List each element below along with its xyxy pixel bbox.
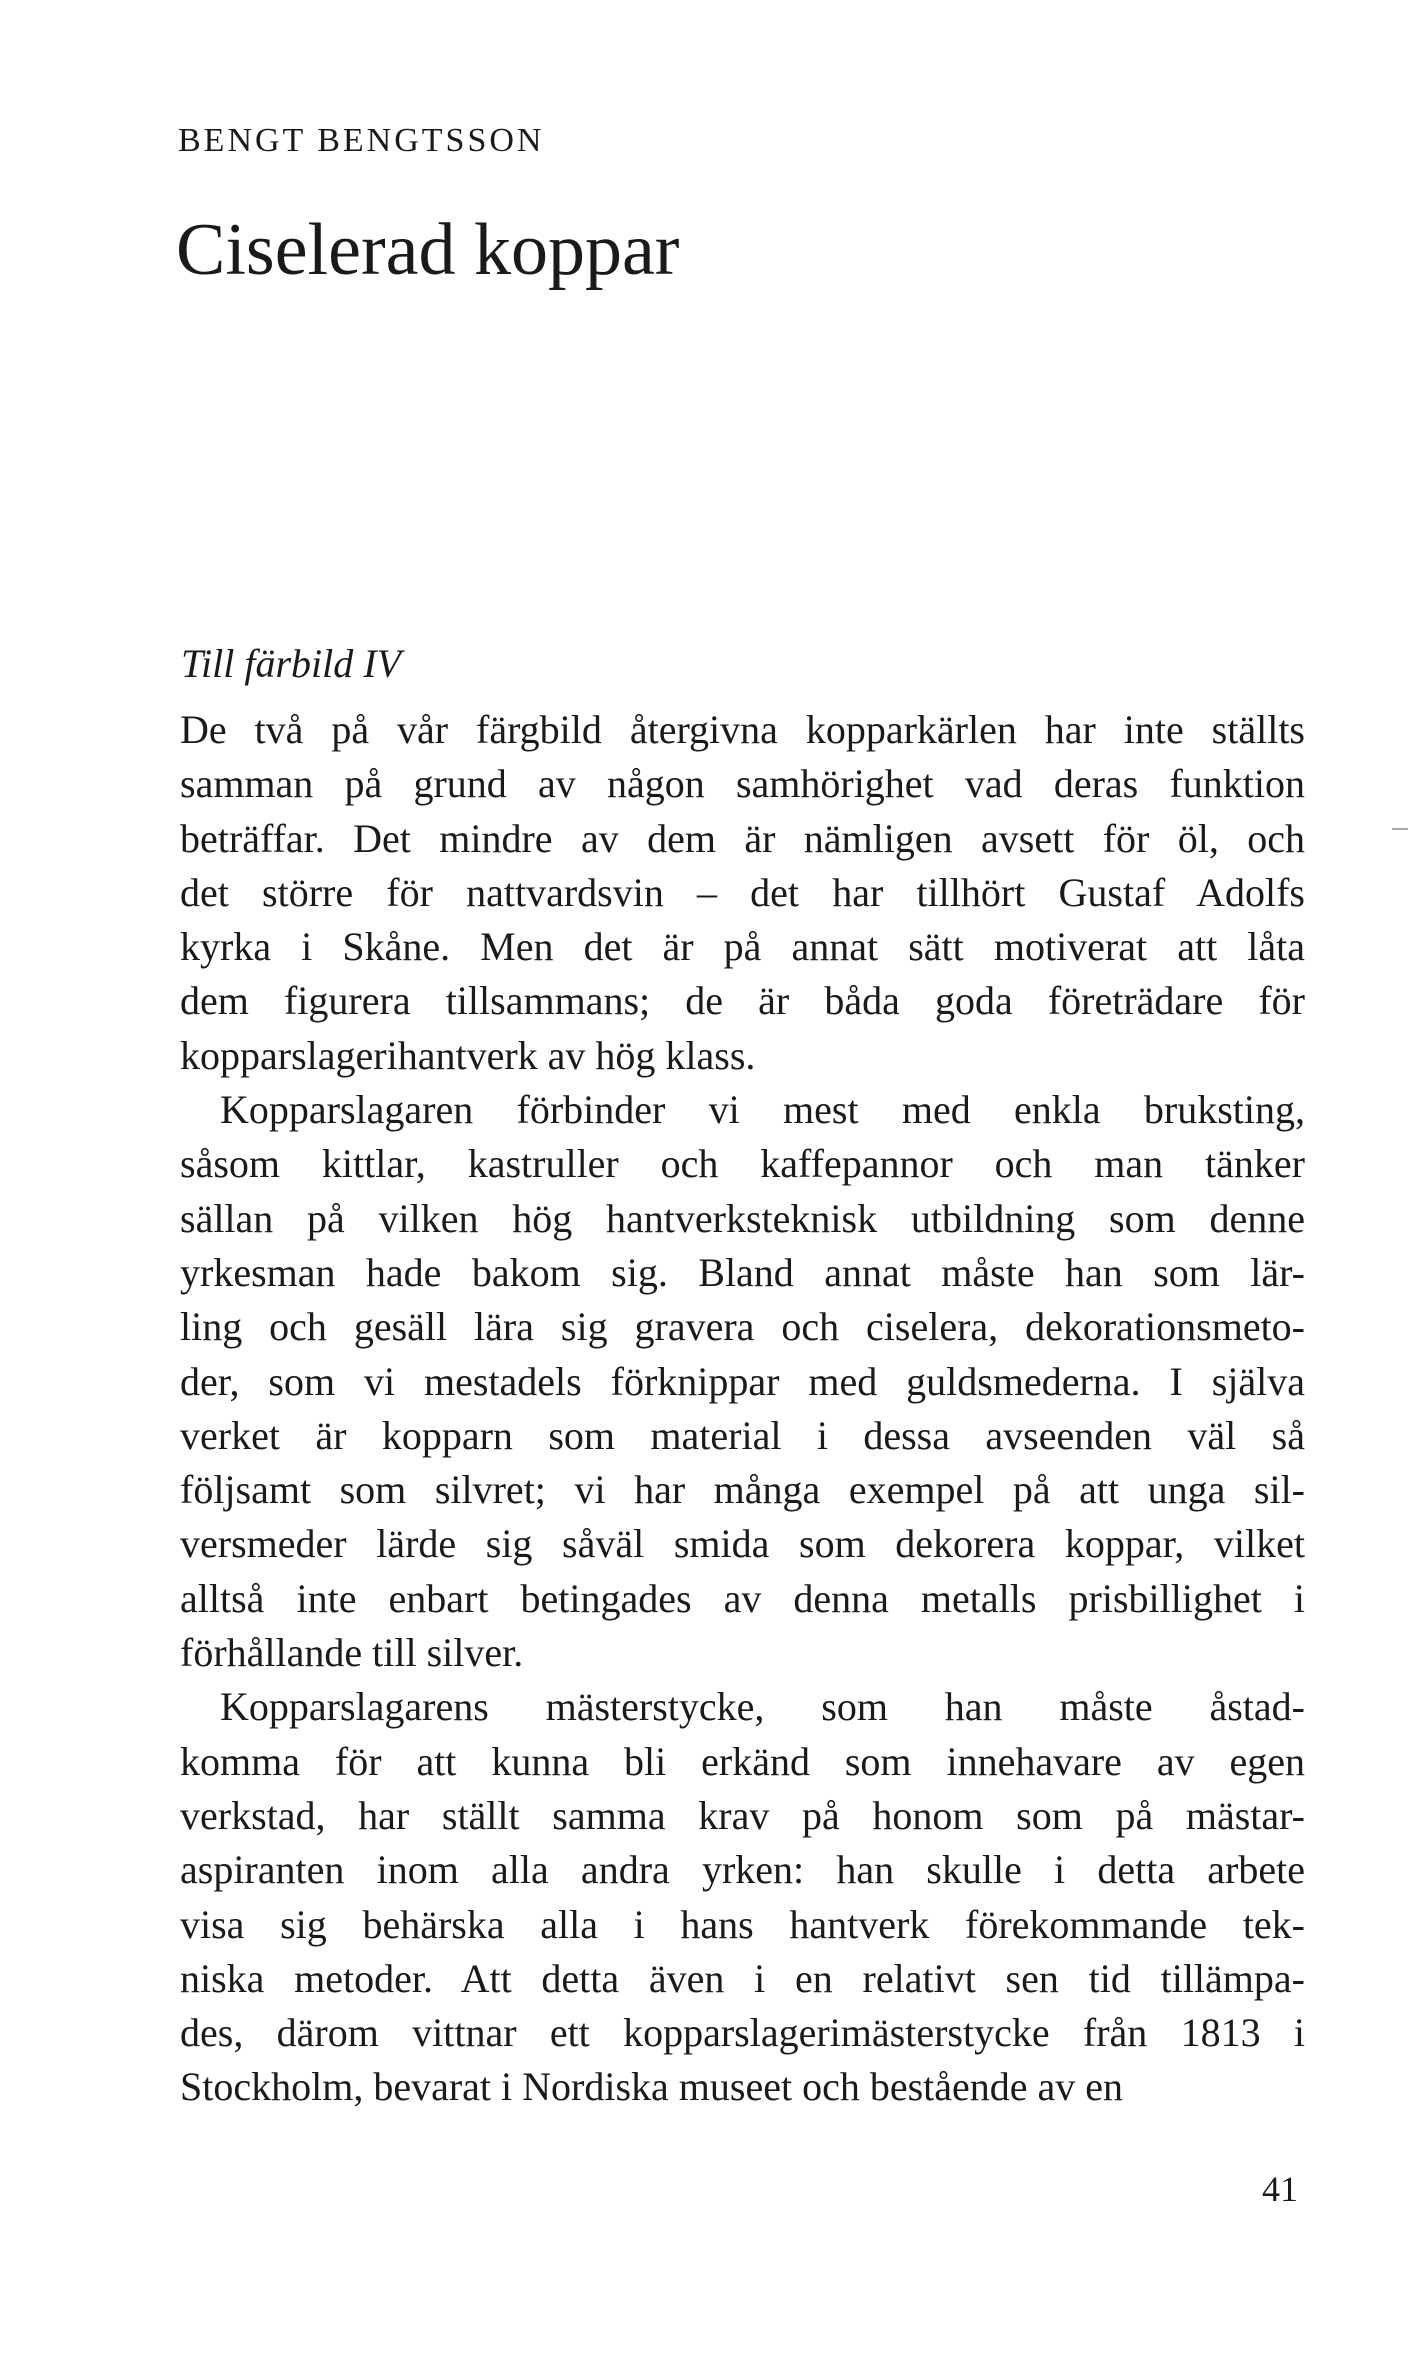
section-subtitle: Till färbild IV [181,641,402,686]
text-line: verkstad, har ställt samma krav på honom som på mästar- [180,1792,1305,1838]
text-line: följsamt som silvret; vi har många exempel på att unga sil- [180,1467,1305,1513]
text-line: komma för att kunna bli erkänd som innehavare av egen [180,1738,1305,1784]
text-line: sällan på vilken hög hantverksteknisk utbildning som denne [180,1195,1305,1241]
text-line: såsom kittlar, kastruller och kaffepannor och man tänker [180,1141,1305,1187]
text-line: niska metoder. Att detta även i en relativt sen tid tillämpa- [180,1955,1305,2001]
text-line: beträffar. Det mindre av dem är nämligen avsett för öl, och [180,815,1305,861]
text-line: samman på grund av någon samhörighet vad deras funktion [180,761,1305,807]
text-line: kyrka i Skåne. Men det är på annat sätt motiverat att låta [180,924,1305,970]
text-line: De två på vår färgbild återgivna kopparkärlen har inte ställts [180,707,1305,752]
text-line: verket är kopparn som material i dessa avseenden väl så [180,1412,1305,1458]
text-line: der, som vi mestadels förknippar med guldsmederna. I själva [180,1358,1305,1404]
text-line: des, därom vittnar ett kopparslagerimästerstycke från 1813 i [180,2010,1305,2056]
article-title: Ciselerad koppar [176,209,680,291]
text-line: alltså inte enbart betingades av denna metalls prisbillighet i [180,1575,1305,1621]
text-line: ling och gesäll lära sig gravera och ciselera, dekorationsmeto- [180,1304,1305,1350]
text-line: Kopparslagaren förbinder vi mest med enkla bruksting, [220,1087,1305,1133]
paragraph [180,1083,1305,1680]
author-name: BENGT BENGTSSON [178,122,545,159]
text-line: dem figurera tillsammans; de är båda goda företrädare för [180,978,1305,1024]
text-line: visa sig behärska alla i hans hantverk förekommande tek- [180,1901,1305,1947]
body-text [180,703,1305,2115]
text-line: versmeder lärde sig såväl smida som dekorera koppar, vilket [180,1521,1305,1567]
text-line: kopparslagerihantverk av hög klass. [180,1032,756,1078]
text-line: aspiranten inom alla andra yrken: han skulle i detta arbete [180,1847,1305,1893]
text-line: Kopparslagarens mästerstycke, som han måste åstad- [220,1684,1305,1730]
text-line: yrkesman hade bakom sig. Bland annat måste han som lär- [180,1249,1305,1295]
text-line: det större för nattvardsvin – det har tillhört Gustaf Adolfs [180,869,1305,915]
text-line: Stockholm, bevarat i Nordiska museet och bestående av en [180,2064,1124,2110]
paragraph [180,1680,1305,2114]
text-line: förhållande till silver. [180,1630,524,1676]
paragraph [180,703,1305,1083]
page-number: 41 [1262,2169,1298,2209]
margin-mark [1392,828,1408,830]
